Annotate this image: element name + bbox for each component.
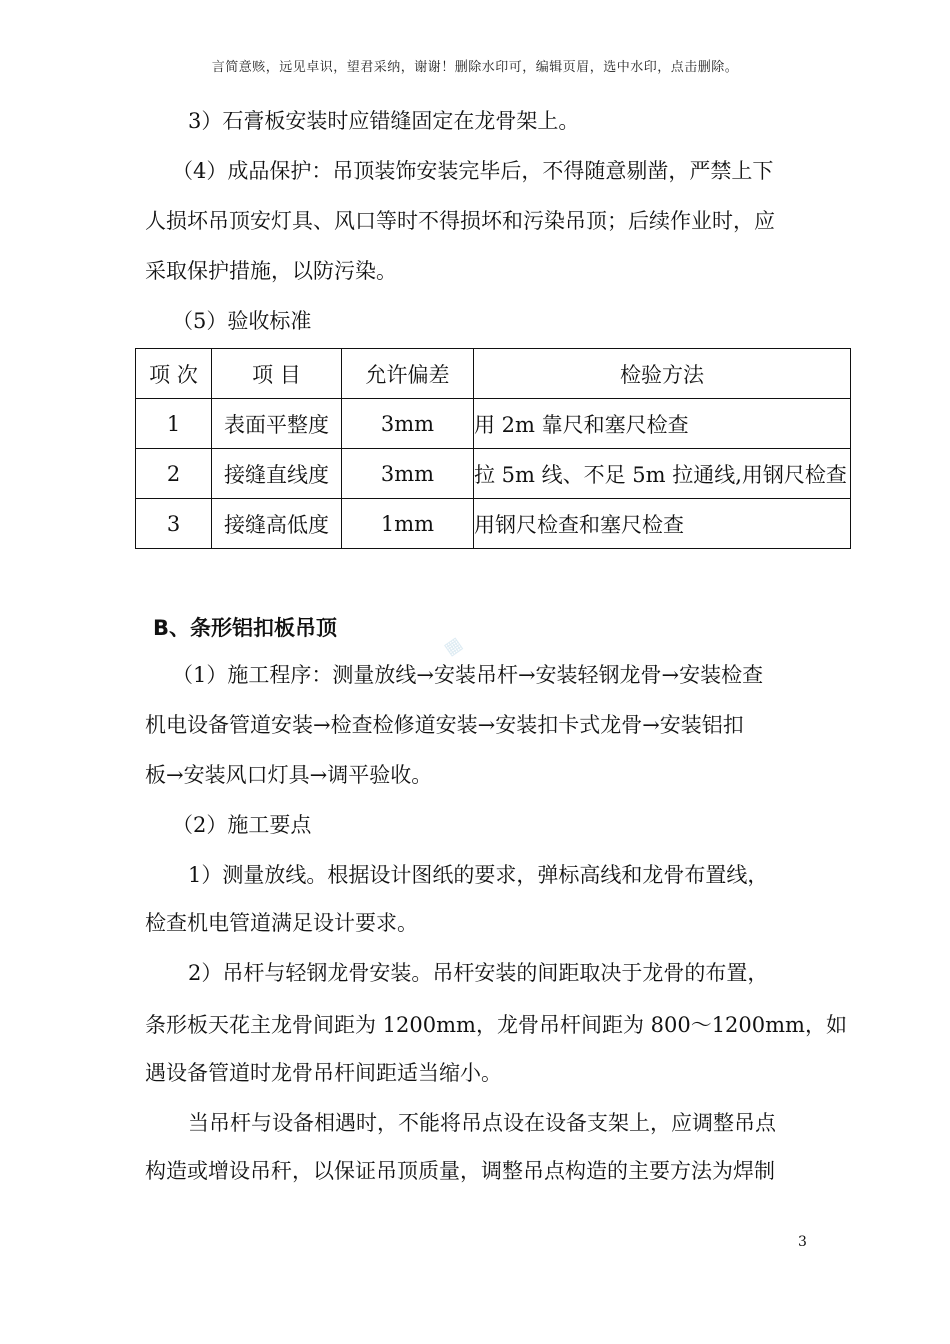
watermark-icon: ▦: [440, 632, 467, 660]
table-cell: 2: [136, 449, 212, 499]
header-note: 言简意赅，远见卓识，望君采纳，谢谢！删除水印可，编辑页眉，选中水印，点击删除。: [211, 60, 739, 75]
section-heading: B、条形铝扣板吊顶: [153, 616, 338, 640]
table-cell: 接缝直线度: [212, 449, 342, 499]
paragraph-line: 条形板天花主龙骨间距为 1200mm，龙骨吊杆间距为 800～1200mm，如: [145, 1013, 847, 1037]
paragraph-line: 3）石膏板安装时应错缝固定在龙骨架上。: [188, 109, 580, 133]
table-cell: 1mm: [342, 499, 474, 549]
table-header-cell: 项 目: [212, 349, 342, 399]
table-cell: 表面平整度: [212, 399, 342, 449]
page-number: 3: [798, 1234, 807, 1250]
paragraph-line: 采取保护措施，以防污染。: [145, 259, 397, 283]
paragraph-line: 1）测量放线。根据设计图纸的要求，弹标高线和龙骨布置线，: [188, 863, 769, 887]
table-cell: 3mm: [342, 399, 474, 449]
table-header-cell: 项 次: [136, 349, 212, 399]
table-header-row: [136, 349, 851, 399]
paragraph-line: 板→安装风口灯具→调平验收。: [145, 763, 433, 787]
paragraph-line: （4）成品保护：吊顶装饰安装完毕后，不得随意剔凿，严禁上下: [172, 159, 774, 183]
paragraph-line: 2）吊杆与轻钢龙骨安装。吊杆安装的间距取决于龙骨的布置，: [188, 961, 769, 985]
table-cell: 拉 5m 线、不足 5m 拉通线,用钢尺检查: [474, 449, 851, 499]
table-cell: 接缝高低度: [212, 499, 342, 549]
paragraph-line: 检查机电管道满足设计要求。: [145, 911, 418, 935]
table-cell: 1: [136, 399, 212, 449]
acceptance-table: [135, 348, 851, 549]
table-header-cell: 允许偏差: [342, 349, 474, 399]
paragraph-line: 人损坏吊顶安灯具、风口等时不得损坏和污染吊顶；后续作业时，应: [145, 209, 775, 233]
paragraph-line: 构造或增设吊秆，以保证吊顶质量，调整吊点构造的主要方法为焊制: [145, 1159, 775, 1183]
table-row: [136, 499, 851, 549]
paragraph-line: （5）验收标准: [172, 309, 312, 333]
table-row: [136, 449, 851, 499]
table-row: [136, 399, 851, 449]
table-cell: 用 2m 靠尺和塞尺检查: [474, 399, 851, 449]
table-header-cell: 检验方法: [474, 349, 851, 399]
table-cell: 3mm: [342, 449, 474, 499]
paragraph-line: 遇设备管道时龙骨吊杆间距适当缩小。: [145, 1061, 502, 1085]
paragraph-line: 当吊杆与设备相遇时，不能将吊点设在设备支架上，应调整吊点: [188, 1111, 776, 1135]
paragraph-line: （1）施工程序：测量放线→安装吊杆→安装轻钢龙骨→安装检查: [172, 663, 764, 687]
table-cell: 用钢尺检查和塞尺检查: [474, 499, 851, 549]
paragraph-line: （2）施工要点: [172, 813, 312, 837]
table-cell: 3: [136, 499, 212, 549]
paragraph-line: 机电设备管道安装→检查检修道安装→安装扣卡式龙骨→安装铝扣: [145, 713, 744, 737]
